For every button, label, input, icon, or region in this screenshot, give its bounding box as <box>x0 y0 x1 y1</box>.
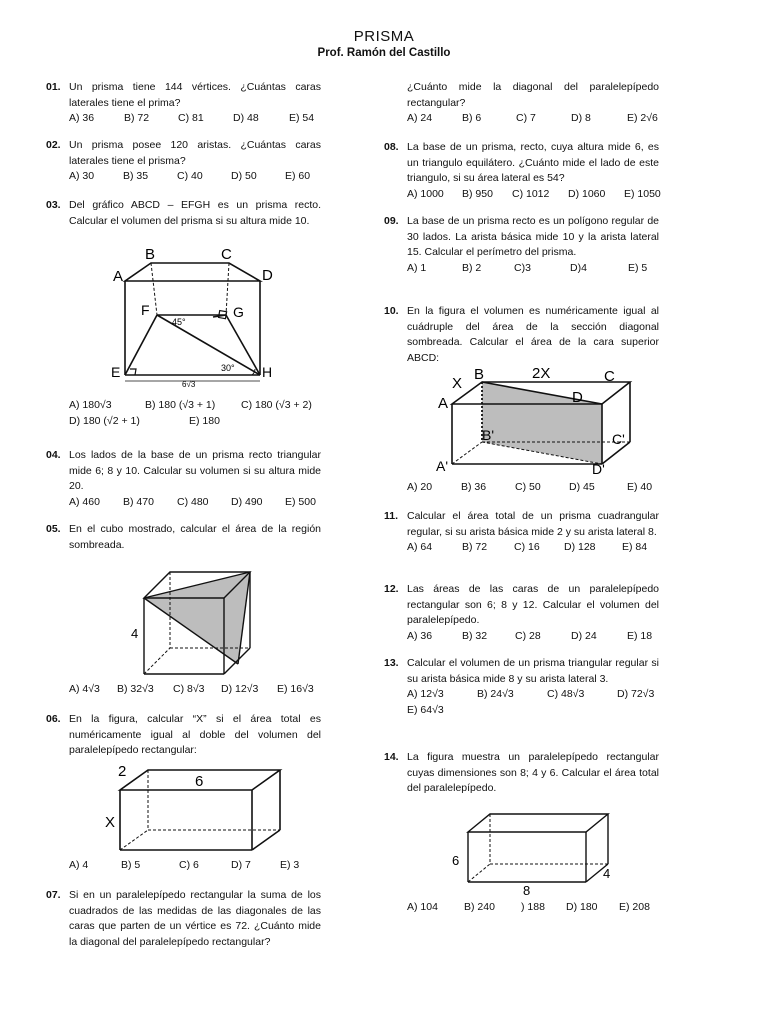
label-6: 6 <box>195 773 204 790</box>
problem-number: 07. <box>46 889 61 901</box>
option: D) 7 <box>231 859 251 871</box>
option: ) 188 <box>521 901 545 913</box>
angle-30: 30° <box>221 363 235 373</box>
answer-options <box>69 398 326 414</box>
option: E) 60 <box>285 170 311 182</box>
problem-number: 01. <box>46 81 61 93</box>
option: A) 64 <box>407 541 433 553</box>
option: E) 180 <box>189 414 220 427</box>
option: E) 1050 <box>624 187 661 200</box>
problem-text: En la figura el volumen es numéricamente igual al cuádruple del área de la sección diagonal sombreada. Calcular el área de la cara superior ABCD: <box>407 305 659 364</box>
option: C) 48√3 <box>547 688 585 700</box>
problem-02 <box>46 138 321 185</box>
option: C) 1012 <box>512 187 550 200</box>
option: B) 72 <box>462 541 488 553</box>
problem-text: Un prisma tiene 144 vértices. ¿Cuántas caras laterales tiene el prima? <box>69 81 321 109</box>
option: E) 40 <box>627 481 653 493</box>
problem-05 <box>46 522 321 553</box>
problem-number: 09. <box>384 215 399 227</box>
figure-05-cube <box>128 566 268 681</box>
option: A) 1000 <box>407 187 444 200</box>
label-X: X <box>452 375 463 392</box>
option: E) 5 <box>628 261 648 274</box>
option: C) 7 <box>516 112 536 124</box>
figure-10-box <box>432 364 642 479</box>
label-C: C <box>604 368 615 385</box>
option: D) 128 <box>564 541 596 553</box>
problem-text: Calcular el volumen de un prisma triangular regular si su arista básica mide 8 y su arista lateral 3. <box>407 657 659 685</box>
option: A) 460 <box>69 495 100 508</box>
answer-options <box>69 111 321 127</box>
problem-number: 03. <box>46 199 61 211</box>
problem-09 <box>384 214 659 276</box>
answer-options <box>407 540 659 556</box>
option: B) 950 <box>462 187 493 200</box>
label-A: A <box>438 395 449 412</box>
option: E) 84 <box>622 541 648 553</box>
label-C: C <box>221 246 232 263</box>
problem-10 <box>384 304 659 366</box>
label-X: X <box>105 814 116 831</box>
problem-text: Un prisma posee 120 aristas. ¿Cuántas caras laterales tiene el prisma? <box>69 139 321 167</box>
option: E) 3 <box>280 859 300 871</box>
option: A) 1 <box>407 261 427 274</box>
option: B) 35 <box>123 170 149 182</box>
label-6: 6 <box>452 853 460 868</box>
label-D-prime: D' <box>592 461 605 477</box>
option: D) 1060 <box>568 187 606 200</box>
problem-01 <box>46 80 321 127</box>
problem-number: 12. <box>384 583 399 595</box>
problem-14 <box>384 750 659 797</box>
answer-options <box>69 858 326 874</box>
problem-number: 14. <box>384 751 399 763</box>
option: B) 6 <box>462 112 482 124</box>
option: E) 500 <box>285 495 316 508</box>
problem-06 <box>46 712 321 759</box>
option: B) 5 <box>121 859 141 871</box>
problem-text: Los lados de la base de un prisma recto triangular mide 6; 8 y 10. Calcular su volumen si su altura mide 20. <box>69 449 321 492</box>
option: C) 16 <box>514 541 540 553</box>
figure-03-prism <box>105 245 305 390</box>
option: B) 36 <box>461 481 487 493</box>
option: A) 36 <box>407 629 433 642</box>
problem-08 <box>384 140 659 202</box>
label-B: B <box>474 366 485 383</box>
option: C) 28 <box>515 629 541 642</box>
option: B) 180 (√3 + 1) <box>145 399 216 411</box>
label-B: B <box>145 246 156 263</box>
option: C) 480 <box>177 495 209 508</box>
label-A: A <box>113 268 124 285</box>
label-2: 2 <box>118 763 127 780</box>
problem-07-continued <box>384 80 659 127</box>
option: D) 24 <box>571 629 597 642</box>
option: E) 16√3 <box>277 683 314 695</box>
label-A-prime: A' <box>436 458 449 474</box>
problem-number: 08. <box>384 141 399 153</box>
angle-45: 45° <box>172 317 186 327</box>
option: E) 18 <box>627 629 653 642</box>
problem-number: 10. <box>384 305 399 317</box>
option: D)4 <box>570 261 587 274</box>
problem-14-options <box>384 900 664 916</box>
problem-13 <box>384 656 659 718</box>
option: A) 36 <box>69 112 95 124</box>
option: B) 470 <box>123 495 154 508</box>
option: C) 180 (√3 + 2) <box>241 399 312 411</box>
label-F: F <box>141 302 150 318</box>
problem-text: La figura muestra un paralelepípedo rectangular cuyas dimensiones son 8; 4 y 6. Calcular el área total del paralelepípedo. <box>407 751 659 794</box>
problem-11 <box>384 509 659 556</box>
answer-options <box>407 187 659 203</box>
option: B) 72 <box>124 112 150 124</box>
problem-12 <box>384 582 659 644</box>
problem-07 <box>46 888 321 948</box>
answer-options <box>407 687 659 703</box>
problem-03-options <box>46 398 326 429</box>
problem-text: La base de un prisma recto es un polígono regular de 30 lados. La arista básica mide 10 y la arista lateral 15. Calcular el perímetro del prisma. <box>407 215 659 258</box>
option: A) 20 <box>407 481 433 493</box>
option: C) 40 <box>177 170 203 182</box>
problem-text-continued: ¿Cuánto mide la diagonal del paralelepípedo rectangular? <box>407 81 659 109</box>
option: D) 180 <box>566 901 598 913</box>
problem-number: 13. <box>384 657 399 669</box>
answer-options <box>407 629 659 645</box>
problem-text: Si en un paralelepípedo rectangular la suma de los cuadrados de las medidas de las diagonales de las caras que parten de un vértice es 72. ¿Cuánto mide la diagonal del paralelepípedo rectangular? <box>69 889 321 948</box>
problem-text: En el cubo mostrado, calcular el área de la región sombreada. <box>69 523 321 551</box>
page-subtitle: Prof. Ramón del Castillo <box>317 47 451 59</box>
problem-text: En la figura, calcular “X” si el área total es numéricamente igual al doble del volumen del paralelepípedo rectangular: <box>69 713 321 756</box>
figure-06-box <box>100 760 300 855</box>
option: D) 12√3 <box>221 683 259 695</box>
answer-options <box>407 900 664 916</box>
option: A) 4√3 <box>69 683 100 695</box>
option: D) 180 (√2 + 1) <box>69 414 140 427</box>
label-D: D <box>262 267 273 284</box>
page-title: PRISMA <box>353 28 415 45</box>
answer-options <box>69 169 321 185</box>
edge-label-4: 4 <box>131 626 139 641</box>
label-D: D <box>572 389 583 406</box>
option: C) 50 <box>515 481 541 493</box>
option: C)3 <box>514 261 531 274</box>
problem-06-options <box>46 858 326 874</box>
problem-text: Las áreas de las caras de un paralelepípedo rectangular son 6; 8 y 12. Calcular el volumen del paralelepípedo. <box>407 583 659 626</box>
problem-03 <box>46 198 321 229</box>
answer-options <box>69 414 326 430</box>
option: B) 32√3 <box>117 683 154 695</box>
answer-options <box>407 261 659 277</box>
option: C) 6 <box>179 859 199 871</box>
problem-number: 05. <box>46 523 61 535</box>
option: A) 12√3 <box>407 688 444 700</box>
answer-options <box>407 111 659 127</box>
option: E) 2√6 <box>627 112 658 124</box>
problem-text: Del gráfico ABCD – EFGH es un prisma recto. Calcular el volumen del prisma si su altura mide 10. <box>69 199 321 227</box>
option: E) 54 <box>289 112 315 124</box>
label-H: H <box>262 364 273 380</box>
option: D) 490 <box>231 495 263 508</box>
label-4: 4 <box>603 866 611 881</box>
answer-options <box>407 480 664 496</box>
problem-text: La base de un prisma, recto, cuya altura mide 6, es un triangulo equilátero. ¿Cuánto mide el lado de este triangulo, si su área lateral es 54? <box>407 141 659 184</box>
problem-text: Calcular el área total de un prisma cuadrangular regular, si su arista básica mide 2 y su arista lateral 8. <box>407 510 659 538</box>
label-B-prime: B' <box>482 427 495 443</box>
problem-number: 06. <box>46 713 61 725</box>
answer-options <box>69 495 321 511</box>
option: C) 81 <box>178 112 204 124</box>
option: C) 8√3 <box>173 683 205 695</box>
answer-options <box>407 703 659 719</box>
problem-number: 11. <box>384 510 399 522</box>
option: D) 50 <box>231 170 257 182</box>
label-8: 8 <box>523 883 531 898</box>
option: B) 240 <box>464 901 495 913</box>
option: D) 72√3 <box>617 688 655 700</box>
option: A) 180√3 <box>69 399 112 411</box>
option: B) 2 <box>462 261 482 274</box>
problem-10-options <box>384 480 664 496</box>
option: A) 104 <box>407 901 438 913</box>
option: D) 48 <box>233 112 259 124</box>
option: A) 24 <box>407 112 433 124</box>
label-C-prime: C' <box>612 431 625 447</box>
label-2X: 2X <box>532 365 551 382</box>
answer-options <box>69 682 326 698</box>
option: E) 64√3 <box>407 703 444 716</box>
problem-05-options <box>46 682 326 698</box>
problem-number: 04. <box>46 449 61 461</box>
option: A) 30 <box>69 170 95 182</box>
problem-04 <box>46 448 321 510</box>
option: D) 45 <box>569 481 595 493</box>
figure-14-box <box>448 808 628 898</box>
option: E) 208 <box>619 901 650 913</box>
label-G: G <box>233 304 244 320</box>
base-length-label: 6√3 <box>182 380 196 389</box>
option: D) 8 <box>571 112 591 124</box>
label-E: E <box>111 364 121 380</box>
option: B) 24√3 <box>477 688 514 700</box>
problem-number: 02. <box>46 139 61 151</box>
option: A) 4 <box>69 859 89 871</box>
option: B) 32 <box>462 629 488 642</box>
